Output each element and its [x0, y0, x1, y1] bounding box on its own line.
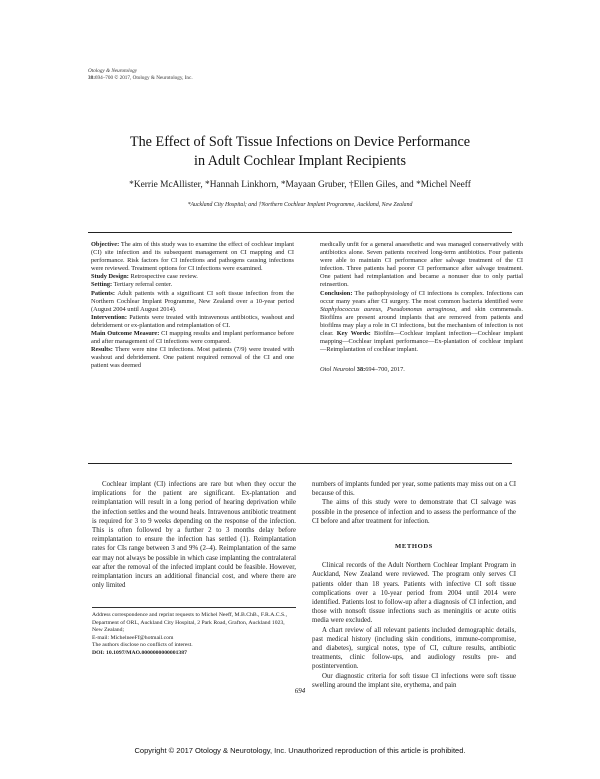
abstract-box: [88, 232, 524, 464]
results-text: There were nine CI infections. Most patients (7/9) were treated with washout and debridement. One patient required removal of the CI and one patient was deemed: [91, 346, 294, 370]
footnotes: [92, 612, 296, 657]
methods-paragraph-3: Our diagnostic criteria for soft tissue CI infections were soft tissue swelling around the implant site, erythema, and pain: [312, 672, 516, 689]
setting-text: Tertiary referral center.: [112, 281, 173, 289]
volume-rest: 694–700 © 2017, Otology & Neurotology, Inc.: [94, 75, 193, 81]
intervention-text: Patients were treated with intravenous antibiotics, washout and debridement or ex-plantation and reimplantation of CI.: [91, 313, 294, 329]
outcome-text: CI mapping results and implant performance before and after management of CI infections were compared.: [91, 330, 294, 346]
title-line-2: in Adult Cochlear Implant Recipients: [194, 153, 406, 169]
methods-heading: METHODS: [395, 543, 433, 551]
conclusion-text: The pathophysiology of CI infections is complex. Infections can occur many years after CI surgery. The most common bacteria identified were: [320, 289, 523, 305]
page-number: 694: [294, 687, 306, 695]
footnote-email[interactable]: E-mail: MichelneeFf@hotmail.com: [92, 634, 174, 641]
abstract-intervention: [91, 314, 294, 330]
article-title: [60, 133, 540, 171]
author-list: *Kerrie McAllister, *Hannah Linkhorn, *Mayaan Gruber, †Ellen Giles, and *Michel Neeff: [129, 180, 471, 190]
patients-text: Adult patients with a significant CI soft tissue infection from the Northern Cochlear Implant Programme, New Zealand over a 10-year period (August 2004 until August 2014).: [91, 289, 294, 313]
bacteria-name-1: Staphylococcus aureus: [320, 305, 381, 313]
intro-paragraph-1-continued: numbers of implants funded per year, some patients may miss out on a CI because of this.: [312, 481, 516, 498]
keywords-text: Biofilm—Cochlear implant infection—Cochlear implant mapping—Cochlear implant performance—Ex-plantation of cochlear implant—Reimplantation of cochlear implant.: [320, 330, 524, 354]
methods-paragraph-1: Clinical records of the Adult Northern Cochlear Implant Program in Auckland, New Zealand were reviewed. The program only serves CI patients older than 18 years. Patients with infective CI soft tissue complications over a 10-year period from 2004 until 2014 were identified. Patients lost to follow-up after a diagnosis of CI infection, and those with nonsoft tissue infections such as meningitis or acute otitis media were excluded.: [312, 562, 516, 625]
footnote-address: Address correspondence and reprint requests to Michel Neeff, M.B.ChB., F.R.A.C.S., Department of ORL, Auckland City Hospital, 2 Park Road, Grafton, Auckland 1023, New Zealand;: [92, 612, 287, 633]
title-line-1: The Effect of Soft Tissue Infections on Device Performance: [129, 134, 471, 150]
design-label: Study Design:: [91, 273, 129, 281]
conclusion-label: Conclusion:: [320, 289, 353, 297]
objective-label: Objective:: [91, 241, 120, 248]
bacteria-name-2: Pseudomonas aeruginosa: [387, 305, 456, 313]
copyright-notice: Copyright © 2017 Otology & Neurotology, Inc. Unauthorized reproduction of this article is prohibited.: [134, 746, 466, 755]
citation-pages: 694–700, 2017.: [365, 366, 405, 374]
journal-name: Otology & Neurotology: [88, 68, 138, 74]
abstract-conclusion: [320, 290, 523, 355]
methods-paragraph-2: A chart review of all relevant patients included demographic details, past medical history (including skin conditions, immune-compromise, and diabetes), surgical notes, type of CI, culture results, antibiotic treatments, clinic follow-ups, and audiology results pre- and postintervention.: [312, 626, 516, 671]
abstract-citation: [320, 366, 523, 374]
volume-number: 38:: [88, 75, 95, 81]
outcome-label: Main Outcome Measure:: [91, 330, 160, 338]
abstract-results-continued: medically unfit for a general anaesthetic and was managed conservatively with antibiotics alone. Seven patients received long-term antibiotics. Four patients were able to maintain CI performance after salvage treatment of the CI infection. Three patients had poorer CI performance after salvage treatment. One patient had reimplantation and became a nonuser due to only partial reinsertion.: [320, 241, 523, 289]
bacteria-separator: ,: [380, 305, 388, 313]
objective-text: The aim of this study was to examine the effect of cochlear implant (CI) site infection and its subsequent management on CI mapping and CI performance. Risk factors for CI infections and pathogens causing infections were reviewed. Treatment options for CI infections were examined.: [91, 241, 294, 273]
conclusion-rest: , and skin commensals. Biofilms are present around implants that are removed from patients and biofilms may play a role in CI infections, but the mechanism of infection is not clear.: [320, 305, 523, 338]
footnote-disclosure: The authors disclose no conflicts of interest.: [92, 642, 193, 648]
abstract-column-left: [91, 241, 294, 371]
footnote-doi[interactable]: DOI: 10.1097/MAO.0000000000001387: [92, 649, 187, 656]
patients-label: Patients:: [91, 289, 115, 297]
design-text: Retrospective case review.: [128, 273, 198, 281]
volume-line: [88, 75, 193, 82]
abstract-patients: [91, 290, 294, 314]
abstract-results: [91, 346, 294, 370]
abstract-design: [91, 273, 294, 281]
abstract-objective: [91, 241, 294, 273]
setting-label: Setting:: [91, 281, 113, 289]
abstract-setting: [91, 281, 294, 289]
footnote-divider: [92, 607, 296, 608]
keywords-label: Key Words:: [336, 330, 371, 338]
journal-header: [88, 68, 193, 82]
abstract-outcome: [91, 330, 294, 346]
abstract-column-right: [320, 241, 523, 374]
affiliation: *Auckland City Hospital; and †Northern Cochlear Implant Programme, Auckland, New Zealand: [187, 202, 413, 208]
intervention-label: Intervention:: [91, 313, 127, 321]
citation-volume: 38:: [355, 366, 366, 374]
citation-journal: Otol Neurotol: [320, 366, 356, 374]
intro-paragraph-2: The aims of this study were to demonstrate that CI salvage was possible in the presence of infection and to assess the performance of the CI before and after treatment for infection.: [312, 499, 516, 525]
intro-paragraph-1: Cochlear implant (CI) infections are rare but when they occur the implications for the patient are significant. Ex-plantation and reimplantation will result in a long period of hearing deprivation while the infection settles and the wound heals. Intravenous antibiotic treatment is required for 3 to 9 weeks depending on the response of the infection. This is often followed by a further 2 to 3 months delay before reimplantation to ensure the infection has settled (1). Reimplantation rates for CIs range between 3 and 9% (2–4). Reimplantation of the same ear may not always be possible in which case implanting the contralateral ear after the removal of the infected implant could be feasible. However, reimplantation incurs an additional financial cost, and where there are only limited: [92, 481, 296, 590]
body-column-right: [312, 480, 516, 690]
body-column-left: [92, 480, 296, 590]
results-label: Results:: [91, 346, 113, 354]
